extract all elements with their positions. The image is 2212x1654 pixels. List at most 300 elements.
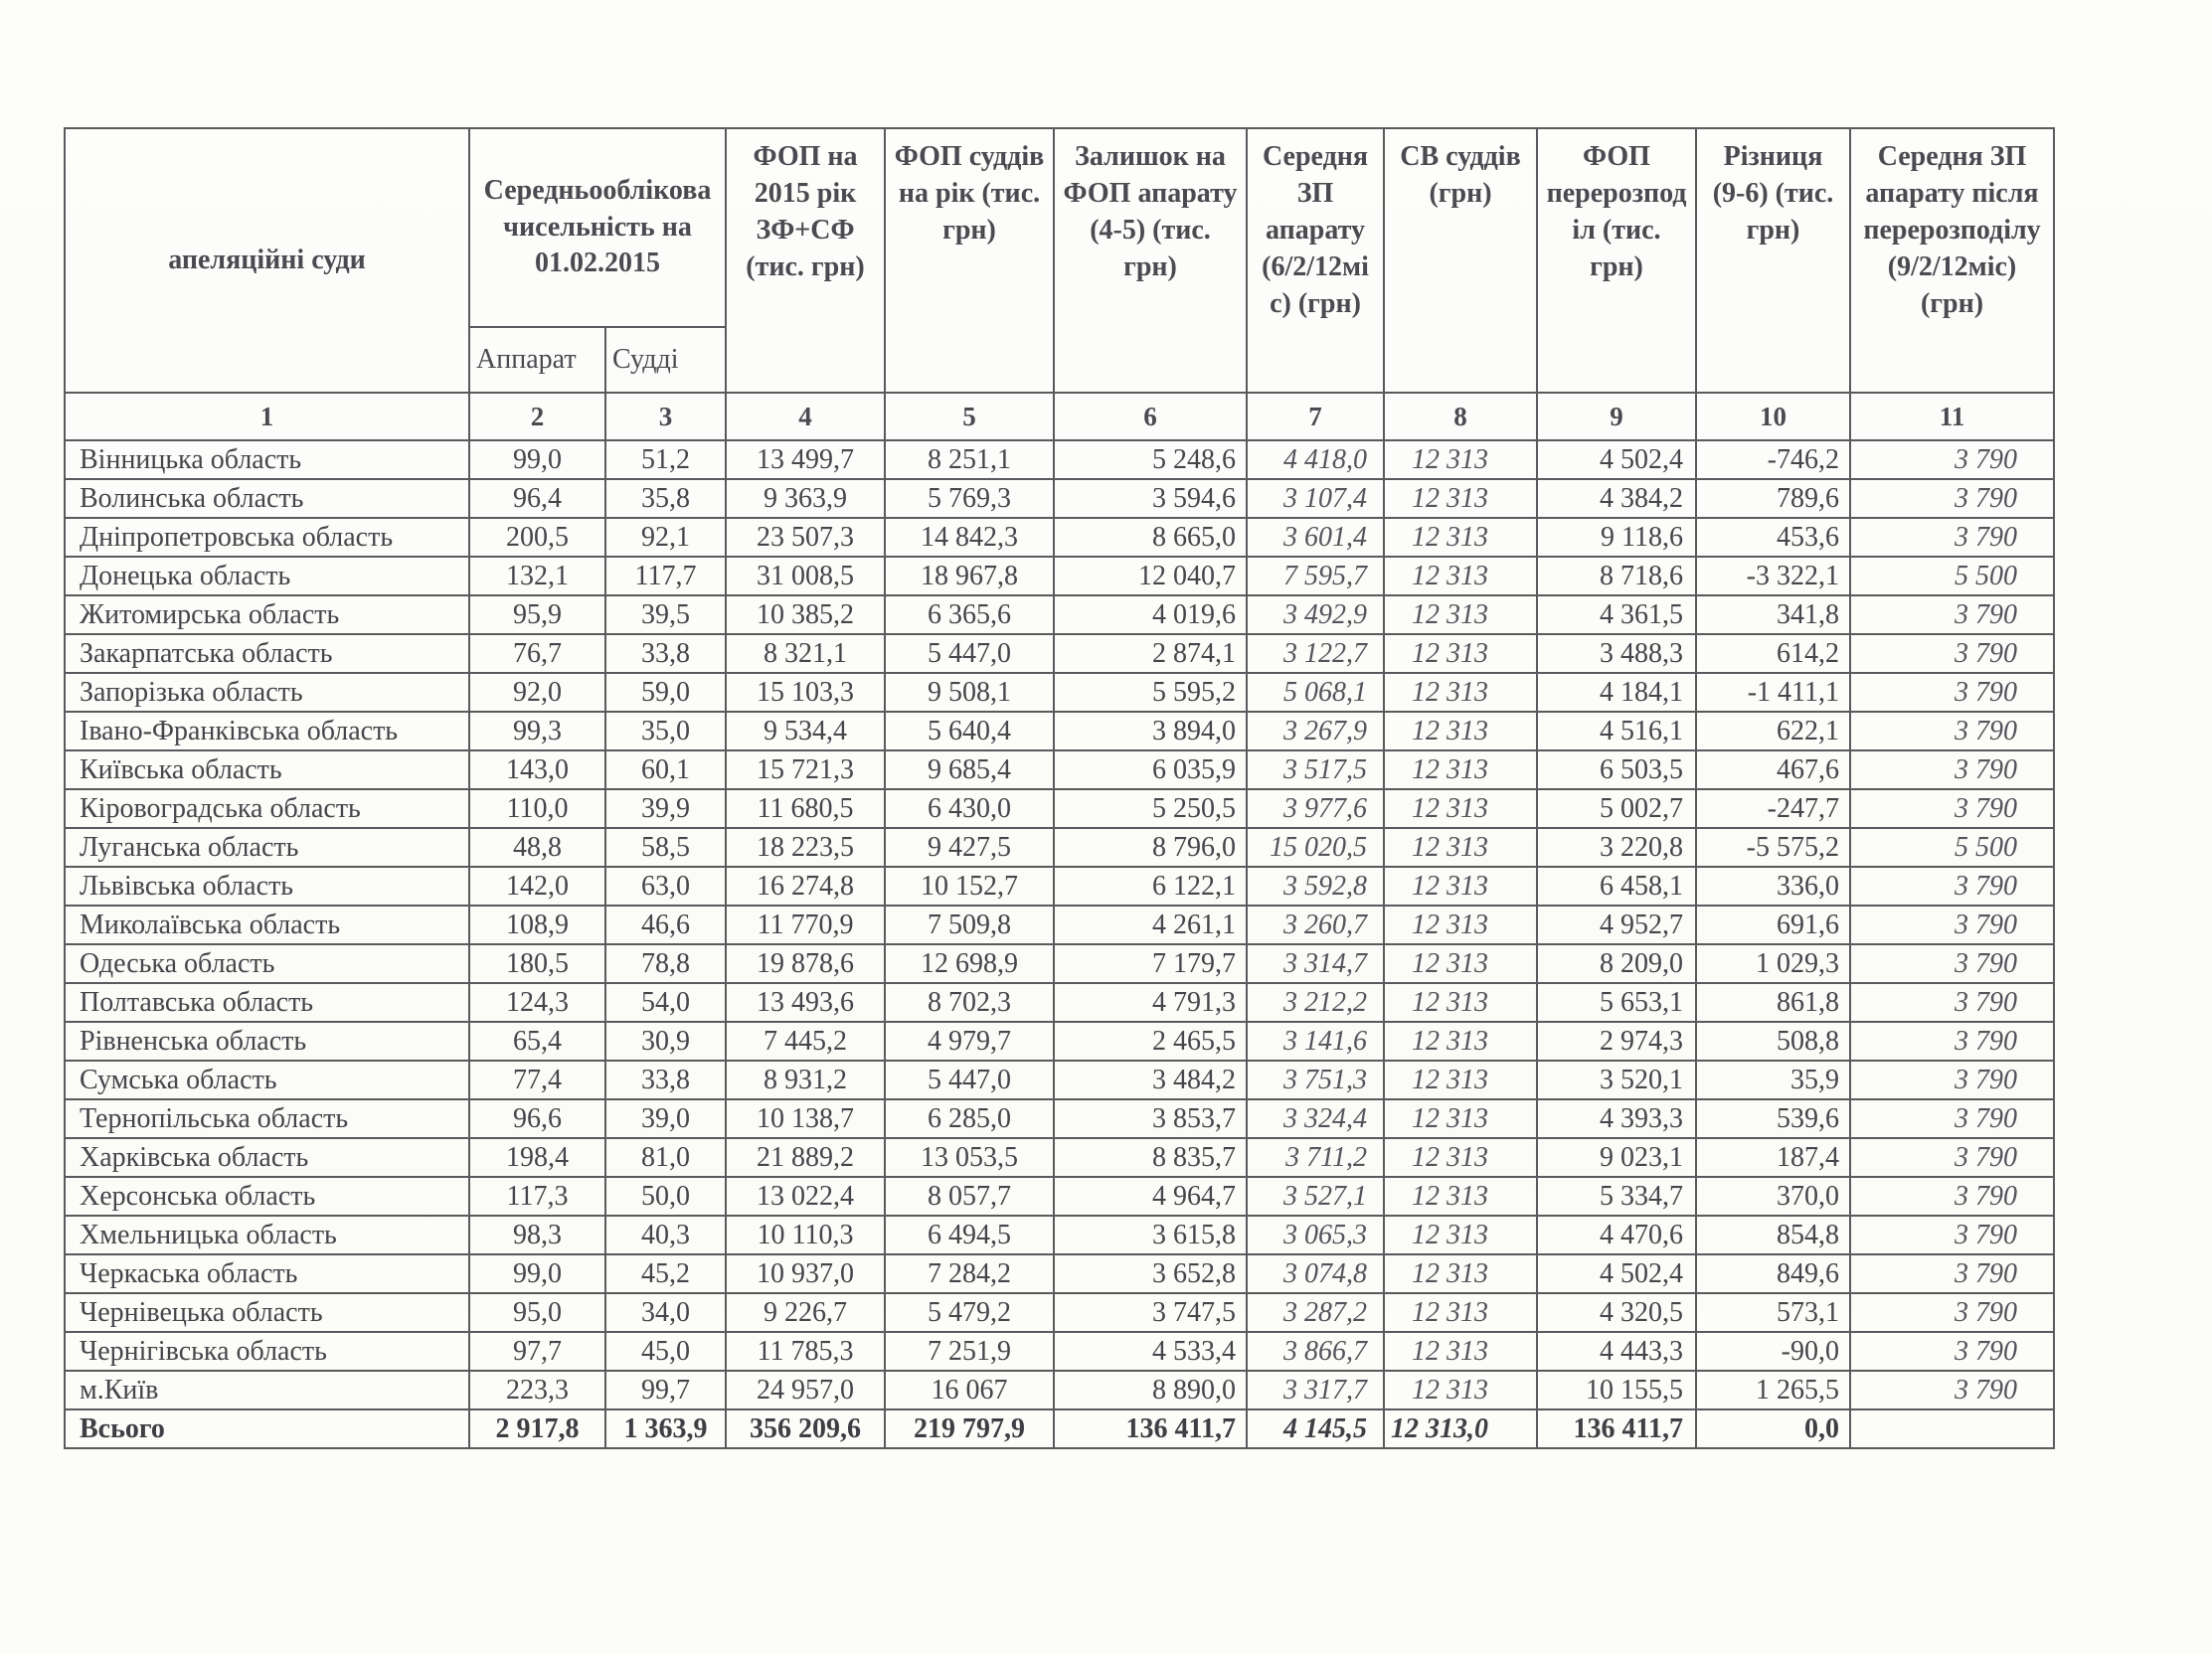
- value-cell: 4 470,6: [1537, 1216, 1696, 1254]
- total-cell: 219 797,9: [885, 1409, 1054, 1448]
- value-cell: 21 889,2: [726, 1138, 885, 1177]
- court-name: Хмельницька область: [65, 1216, 469, 1254]
- value-cell: 4 533,4: [1054, 1332, 1247, 1371]
- value-cell: 10 937,0: [726, 1254, 885, 1293]
- value-cell: 6 285,0: [885, 1099, 1054, 1138]
- header-staff: Аппарат: [469, 327, 605, 393]
- value-cell: 3 287,2: [1247, 1293, 1384, 1332]
- value-cell: 50,0: [605, 1177, 726, 1216]
- court-name: Волинська область: [65, 479, 469, 518]
- value-cell: 861,8: [1696, 983, 1850, 1022]
- value-cell: 92,0: [469, 673, 605, 712]
- value-cell: 10 385,2: [726, 595, 885, 634]
- value-cell: 3 894,0: [1054, 712, 1247, 750]
- table-row: [65, 479, 2054, 518]
- value-cell: 99,3: [469, 712, 605, 750]
- value-cell: 117,7: [605, 557, 726, 595]
- header-fop-2015: ФОП на 2015 рік ЗФ+СФ (тис. грн): [726, 128, 885, 393]
- value-cell: 7 179,7: [1054, 944, 1247, 983]
- value-cell: 3 711,2: [1247, 1138, 1384, 1177]
- value-cell: 12 313: [1384, 789, 1537, 828]
- court-name: Тернопільська область: [65, 1099, 469, 1138]
- value-cell: 39,0: [605, 1099, 726, 1138]
- header-fop-redistribution: ФОП перерозподіл (тис. грн): [1537, 128, 1696, 393]
- value-cell: 54,0: [605, 983, 726, 1022]
- value-cell: 7 509,8: [885, 906, 1054, 944]
- value-cell: 691,6: [1696, 906, 1850, 944]
- value-cell: 142,0: [469, 867, 605, 906]
- value-cell: 8 702,3: [885, 983, 1054, 1022]
- value-cell: 11 770,9: [726, 906, 885, 944]
- table-row: [65, 1061, 2054, 1099]
- value-cell: 99,7: [605, 1371, 726, 1409]
- column-number: 2: [469, 393, 605, 440]
- value-cell: 4 979,7: [885, 1022, 1054, 1061]
- value-cell: 10 138,7: [726, 1099, 885, 1138]
- value-cell: 3 790: [1850, 867, 2054, 906]
- court-name: Черкаська область: [65, 1254, 469, 1293]
- value-cell: 5 068,1: [1247, 673, 1384, 712]
- value-cell: 3 790: [1850, 1216, 2054, 1254]
- value-cell: 3 652,8: [1054, 1254, 1247, 1293]
- value-cell: 5 653,1: [1537, 983, 1696, 1022]
- value-cell: 1 265,5: [1696, 1371, 1850, 1409]
- value-cell: 200,5: [469, 518, 605, 557]
- value-cell: 3 866,7: [1247, 1332, 1384, 1371]
- budget-table: [64, 127, 2055, 1449]
- table-header: [65, 128, 2054, 440]
- value-cell: 3 747,5: [1054, 1293, 1247, 1332]
- value-cell: 143,0: [469, 750, 605, 789]
- value-cell: 3 790: [1850, 1177, 2054, 1216]
- value-cell: 3 492,9: [1247, 595, 1384, 634]
- table-row: [65, 595, 2054, 634]
- value-cell: 12 313: [1384, 634, 1537, 673]
- total-label: Всього: [65, 1409, 469, 1448]
- value-cell: 4 443,3: [1537, 1332, 1696, 1371]
- value-cell: 8 931,2: [726, 1061, 885, 1099]
- value-cell: 35,9: [1696, 1061, 1850, 1099]
- value-cell: 3 853,7: [1054, 1099, 1247, 1138]
- header-fop-judges-year: ФОП суддів на рік (тис. грн): [885, 128, 1054, 393]
- value-cell: 3 790: [1850, 634, 2054, 673]
- value-cell: 5 447,0: [885, 1061, 1054, 1099]
- total-cell: 136 411,7: [1537, 1409, 1696, 1448]
- value-cell: 3 592,8: [1247, 867, 1384, 906]
- value-cell: 854,8: [1696, 1216, 1850, 1254]
- court-name: Київська область: [65, 750, 469, 789]
- value-cell: 12 313: [1384, 906, 1537, 944]
- header-avg-count-group: Середньооблікова чисельність на 01.02.2015: [469, 128, 726, 327]
- value-cell: 5 595,2: [1054, 673, 1247, 712]
- value-cell: 614,2: [1696, 634, 1850, 673]
- value-cell: 12 313: [1384, 557, 1537, 595]
- value-cell: 198,4: [469, 1138, 605, 1177]
- value-cell: 51,2: [605, 440, 726, 479]
- value-cell: 12 313: [1384, 1254, 1537, 1293]
- value-cell: 9 023,1: [1537, 1138, 1696, 1177]
- value-cell: 5 479,2: [885, 1293, 1054, 1332]
- value-cell: 2 974,3: [1537, 1022, 1696, 1061]
- value-cell: -1 411,1: [1696, 673, 1850, 712]
- value-cell: 4 791,3: [1054, 983, 1247, 1022]
- court-name: Херсонська область: [65, 1177, 469, 1216]
- value-cell: 341,8: [1696, 595, 1850, 634]
- value-cell: 3 324,4: [1247, 1099, 1384, 1138]
- total-cell: [1850, 1409, 2054, 1448]
- table-row: [65, 440, 2054, 479]
- table-row: [65, 1371, 2054, 1409]
- value-cell: 7 251,9: [885, 1332, 1054, 1371]
- value-cell: 2 465,5: [1054, 1022, 1247, 1061]
- value-cell: 13 022,4: [726, 1177, 885, 1216]
- value-cell: 6 122,1: [1054, 867, 1247, 906]
- table-row: [65, 828, 2054, 867]
- value-cell: 10 155,5: [1537, 1371, 1696, 1409]
- court-name: Житомирська область: [65, 595, 469, 634]
- value-cell: 12 313: [1384, 1216, 1537, 1254]
- value-cell: 12 313: [1384, 518, 1537, 557]
- table-row: [65, 1022, 2054, 1061]
- court-name: Харківська область: [65, 1138, 469, 1177]
- value-cell: 12 313: [1384, 712, 1537, 750]
- value-cell: 60,1: [605, 750, 726, 789]
- value-cell: 12 313: [1384, 867, 1537, 906]
- table-row: [65, 867, 2054, 906]
- value-cell: 59,0: [605, 673, 726, 712]
- court-name: Чернігівська область: [65, 1332, 469, 1371]
- value-cell: 3 260,7: [1247, 906, 1384, 944]
- value-cell: 3 790: [1850, 1138, 2054, 1177]
- value-cell: 3 065,3: [1247, 1216, 1384, 1254]
- value-cell: 6 494,5: [885, 1216, 1054, 1254]
- value-cell: 23 507,3: [726, 518, 885, 557]
- value-cell: 3 484,2: [1054, 1061, 1247, 1099]
- value-cell: 5 002,7: [1537, 789, 1696, 828]
- court-name: Луганська область: [65, 828, 469, 867]
- value-cell: 8 251,1: [885, 440, 1054, 479]
- value-cell: 3 488,3: [1537, 634, 1696, 673]
- value-cell: 35,0: [605, 712, 726, 750]
- value-cell: 24 957,0: [726, 1371, 885, 1409]
- column-number: 1: [65, 393, 469, 440]
- value-cell: 5 640,4: [885, 712, 1054, 750]
- value-cell: 3 790: [1850, 1061, 2054, 1099]
- table-row: [65, 750, 2054, 789]
- court-name: Рівненська область: [65, 1022, 469, 1061]
- value-cell: 96,4: [469, 479, 605, 518]
- value-cell: 48,8: [469, 828, 605, 867]
- value-cell: 223,3: [469, 1371, 605, 1409]
- value-cell: 92,1: [605, 518, 726, 557]
- value-cell: 6 035,9: [1054, 750, 1247, 789]
- value-cell: -5 575,2: [1696, 828, 1850, 867]
- value-cell: 5 334,7: [1537, 1177, 1696, 1216]
- value-cell: 3 212,2: [1247, 983, 1384, 1022]
- court-name: Запорізька область: [65, 673, 469, 712]
- total-cell: 0,0: [1696, 1409, 1850, 1448]
- total-cell: 2 917,8: [469, 1409, 605, 1448]
- court-name: Полтавська область: [65, 983, 469, 1022]
- value-cell: -247,7: [1696, 789, 1850, 828]
- value-cell: 4 502,4: [1537, 1254, 1696, 1293]
- court-name: м.Київ: [65, 1371, 469, 1409]
- value-cell: 77,4: [469, 1061, 605, 1099]
- value-cell: 99,0: [469, 440, 605, 479]
- table-row: [65, 1216, 2054, 1254]
- value-cell: 3 317,7: [1247, 1371, 1384, 1409]
- value-cell: 4 384,2: [1537, 479, 1696, 518]
- value-cell: 12 313: [1384, 1332, 1537, 1371]
- value-cell: 622,1: [1696, 712, 1850, 750]
- court-name: Кіровоградська область: [65, 789, 469, 828]
- header-judges: Судді: [605, 327, 726, 393]
- value-cell: 789,6: [1696, 479, 1850, 518]
- value-cell: 539,6: [1696, 1099, 1850, 1138]
- value-cell: 3 517,5: [1247, 750, 1384, 789]
- value-cell: 39,9: [605, 789, 726, 828]
- column-number: 7: [1247, 393, 1384, 440]
- value-cell: 3 790: [1850, 440, 2054, 479]
- value-cell: 1 029,3: [1696, 944, 1850, 983]
- table-row: [65, 1138, 2054, 1177]
- value-cell: 3 594,6: [1054, 479, 1247, 518]
- table-row: [65, 712, 2054, 750]
- value-cell: 3 527,1: [1247, 1177, 1384, 1216]
- value-cell: -746,2: [1696, 440, 1850, 479]
- value-cell: 81,0: [605, 1138, 726, 1177]
- value-cell: 117,3: [469, 1177, 605, 1216]
- value-cell: 12 040,7: [1054, 557, 1247, 595]
- value-cell: 12 313: [1384, 1022, 1537, 1061]
- table-row: [65, 789, 2054, 828]
- value-cell: 46,6: [605, 906, 726, 944]
- value-cell: 187,4: [1696, 1138, 1850, 1177]
- value-cell: 98,3: [469, 1216, 605, 1254]
- value-cell: 3 751,3: [1247, 1061, 1384, 1099]
- value-cell: 12 313: [1384, 983, 1537, 1022]
- value-cell: 12 313: [1384, 944, 1537, 983]
- table-row: [65, 906, 2054, 944]
- value-cell: 35,8: [605, 479, 726, 518]
- value-cell: 4 361,5: [1537, 595, 1696, 634]
- value-cell: 9 118,6: [1537, 518, 1696, 557]
- table-row: [65, 1332, 2054, 1371]
- value-cell: 6 365,6: [885, 595, 1054, 634]
- total-cell: 1 363,9: [605, 1409, 726, 1448]
- value-cell: 18 223,5: [726, 828, 885, 867]
- column-number: 8: [1384, 393, 1537, 440]
- value-cell: 3 790: [1850, 1022, 2054, 1061]
- value-cell: 12 313: [1384, 750, 1537, 789]
- value-cell: 33,8: [605, 634, 726, 673]
- value-cell: 5 250,5: [1054, 789, 1247, 828]
- value-cell: -90,0: [1696, 1332, 1850, 1371]
- value-cell: 6 430,0: [885, 789, 1054, 828]
- value-cell: 8 890,0: [1054, 1371, 1247, 1409]
- value-cell: 3 790: [1850, 1099, 2054, 1138]
- value-cell: 5 769,3: [885, 479, 1054, 518]
- value-cell: 110,0: [469, 789, 605, 828]
- value-cell: 39,5: [605, 595, 726, 634]
- value-cell: 2 874,1: [1054, 634, 1247, 673]
- table-row: [65, 983, 2054, 1022]
- value-cell: 4 502,4: [1537, 440, 1696, 479]
- column-number: 6: [1054, 393, 1247, 440]
- table-row: [65, 518, 2054, 557]
- value-cell: 3 790: [1850, 789, 2054, 828]
- value-cell: 10 152,7: [885, 867, 1054, 906]
- value-cell: 4 418,0: [1247, 440, 1384, 479]
- value-cell: 4 952,7: [1537, 906, 1696, 944]
- value-cell: 14 842,3: [885, 518, 1054, 557]
- table-row: [65, 1293, 2054, 1332]
- value-cell: 78,8: [605, 944, 726, 983]
- value-cell: 45,0: [605, 1332, 726, 1371]
- value-cell: 3 220,8: [1537, 828, 1696, 867]
- value-cell: 12 313: [1384, 1177, 1537, 1216]
- value-cell: 336,0: [1696, 867, 1850, 906]
- value-cell: 9 534,4: [726, 712, 885, 750]
- value-cell: 4 320,5: [1537, 1293, 1696, 1332]
- value-cell: 7 284,2: [885, 1254, 1054, 1293]
- header-fop-remainder: Залишок на ФОП апарату (4-5) (тис. грн): [1054, 128, 1247, 393]
- value-cell: 5 500: [1850, 828, 2054, 867]
- value-cell: 4 516,1: [1537, 712, 1696, 750]
- value-cell: 12 313: [1384, 828, 1537, 867]
- total-cell: 4 145,5: [1247, 1409, 1384, 1448]
- value-cell: 3 790: [1850, 750, 2054, 789]
- value-cell: 12 313: [1384, 1061, 1537, 1099]
- court-name: Одеська область: [65, 944, 469, 983]
- court-name: Вінницька область: [65, 440, 469, 479]
- table-row: [65, 1177, 2054, 1216]
- value-cell: 3 790: [1850, 1293, 2054, 1332]
- value-cell: 58,5: [605, 828, 726, 867]
- value-cell: 3 790: [1850, 1332, 2054, 1371]
- value-cell: 3 790: [1850, 479, 2054, 518]
- value-cell: 3 141,6: [1247, 1022, 1384, 1061]
- value-cell: 5 248,6: [1054, 440, 1247, 479]
- value-cell: 4 184,1: [1537, 673, 1696, 712]
- table-row: [65, 1099, 2054, 1138]
- header-avg-salary-after: Середня ЗП апарату після перерозподілу (9/2/12міс) (грн): [1850, 128, 2054, 393]
- value-cell: 15 020,5: [1247, 828, 1384, 867]
- value-cell: 3 107,4: [1247, 479, 1384, 518]
- value-cell: 8 209,0: [1537, 944, 1696, 983]
- value-cell: 4 393,3: [1537, 1099, 1696, 1138]
- value-cell: 4 261,1: [1054, 906, 1247, 944]
- total-cell: 136 411,7: [1054, 1409, 1247, 1448]
- value-cell: 453,6: [1696, 518, 1850, 557]
- court-name: Сумська область: [65, 1061, 469, 1099]
- header-sv-judges: СВ суддів (грн): [1384, 128, 1537, 393]
- value-cell: 7 595,7: [1247, 557, 1384, 595]
- value-cell: 6 503,5: [1537, 750, 1696, 789]
- value-cell: 12 313: [1384, 440, 1537, 479]
- court-name: Дніпропетровська область: [65, 518, 469, 557]
- value-cell: 3 790: [1850, 518, 2054, 557]
- value-cell: 12 313: [1384, 673, 1537, 712]
- table-row: [65, 1254, 2054, 1293]
- table-row: [65, 944, 2054, 983]
- value-cell: 8 718,6: [1537, 557, 1696, 595]
- total-row: [65, 1409, 2054, 1448]
- value-cell: 40,3: [605, 1216, 726, 1254]
- column-numbers-row: [65, 393, 2054, 440]
- value-cell: 10 110,3: [726, 1216, 885, 1254]
- value-cell: 370,0: [1696, 1177, 1850, 1216]
- value-cell: 3 790: [1850, 1371, 2054, 1409]
- value-cell: 45,2: [605, 1254, 726, 1293]
- value-cell: 12 313: [1384, 1099, 1537, 1138]
- table-row: [65, 673, 2054, 712]
- value-cell: 8 057,7: [885, 1177, 1054, 1216]
- value-cell: 3 790: [1850, 1254, 2054, 1293]
- total-cell: 356 209,6: [726, 1409, 885, 1448]
- value-cell: 15 103,3: [726, 673, 885, 712]
- value-cell: 13 493,6: [726, 983, 885, 1022]
- value-cell: 8 796,0: [1054, 828, 1247, 867]
- value-cell: 16 274,8: [726, 867, 885, 906]
- value-cell: 132,1: [469, 557, 605, 595]
- value-cell: 8 835,7: [1054, 1138, 1247, 1177]
- value-cell: 12 313: [1384, 1293, 1537, 1332]
- value-cell: 13 499,7: [726, 440, 885, 479]
- value-cell: -3 322,1: [1696, 557, 1850, 595]
- value-cell: 30,9: [605, 1022, 726, 1061]
- court-name: Закарпатська область: [65, 634, 469, 673]
- court-name: Івано-Франківська область: [65, 712, 469, 750]
- value-cell: 4 019,6: [1054, 595, 1247, 634]
- value-cell: 849,6: [1696, 1254, 1850, 1293]
- value-cell: 467,6: [1696, 750, 1850, 789]
- column-number: 3: [605, 393, 726, 440]
- value-cell: 3 074,8: [1247, 1254, 1384, 1293]
- value-cell: 4 964,7: [1054, 1177, 1247, 1216]
- value-cell: 3 790: [1850, 983, 2054, 1022]
- value-cell: 7 445,2: [726, 1022, 885, 1061]
- value-cell: 9 508,1: [885, 673, 1054, 712]
- value-cell: 508,8: [1696, 1022, 1850, 1061]
- value-cell: 3 977,6: [1247, 789, 1384, 828]
- value-cell: 97,7: [469, 1332, 605, 1371]
- value-cell: 76,7: [469, 634, 605, 673]
- value-cell: 96,6: [469, 1099, 605, 1138]
- value-cell: 16 067: [885, 1371, 1054, 1409]
- value-cell: 3 122,7: [1247, 634, 1384, 673]
- value-cell: 12 313: [1384, 595, 1537, 634]
- value-cell: 3 314,7: [1247, 944, 1384, 983]
- value-cell: 9 427,5: [885, 828, 1054, 867]
- value-cell: 3 520,1: [1537, 1061, 1696, 1099]
- value-cell: 95,0: [469, 1293, 605, 1332]
- value-cell: 124,3: [469, 983, 605, 1022]
- column-number: 9: [1537, 393, 1696, 440]
- court-name: Миколаївська область: [65, 906, 469, 944]
- value-cell: 6 458,1: [1537, 867, 1696, 906]
- value-cell: 5 447,0: [885, 634, 1054, 673]
- value-cell: 3 790: [1850, 595, 2054, 634]
- table-body: [65, 440, 2054, 1448]
- value-cell: 9 685,4: [885, 750, 1054, 789]
- value-cell: 33,8: [605, 1061, 726, 1099]
- value-cell: 180,5: [469, 944, 605, 983]
- value-cell: 11 680,5: [726, 789, 885, 828]
- value-cell: 3 790: [1850, 673, 2054, 712]
- value-cell: 11 785,3: [726, 1332, 885, 1371]
- court-name: Львівська область: [65, 867, 469, 906]
